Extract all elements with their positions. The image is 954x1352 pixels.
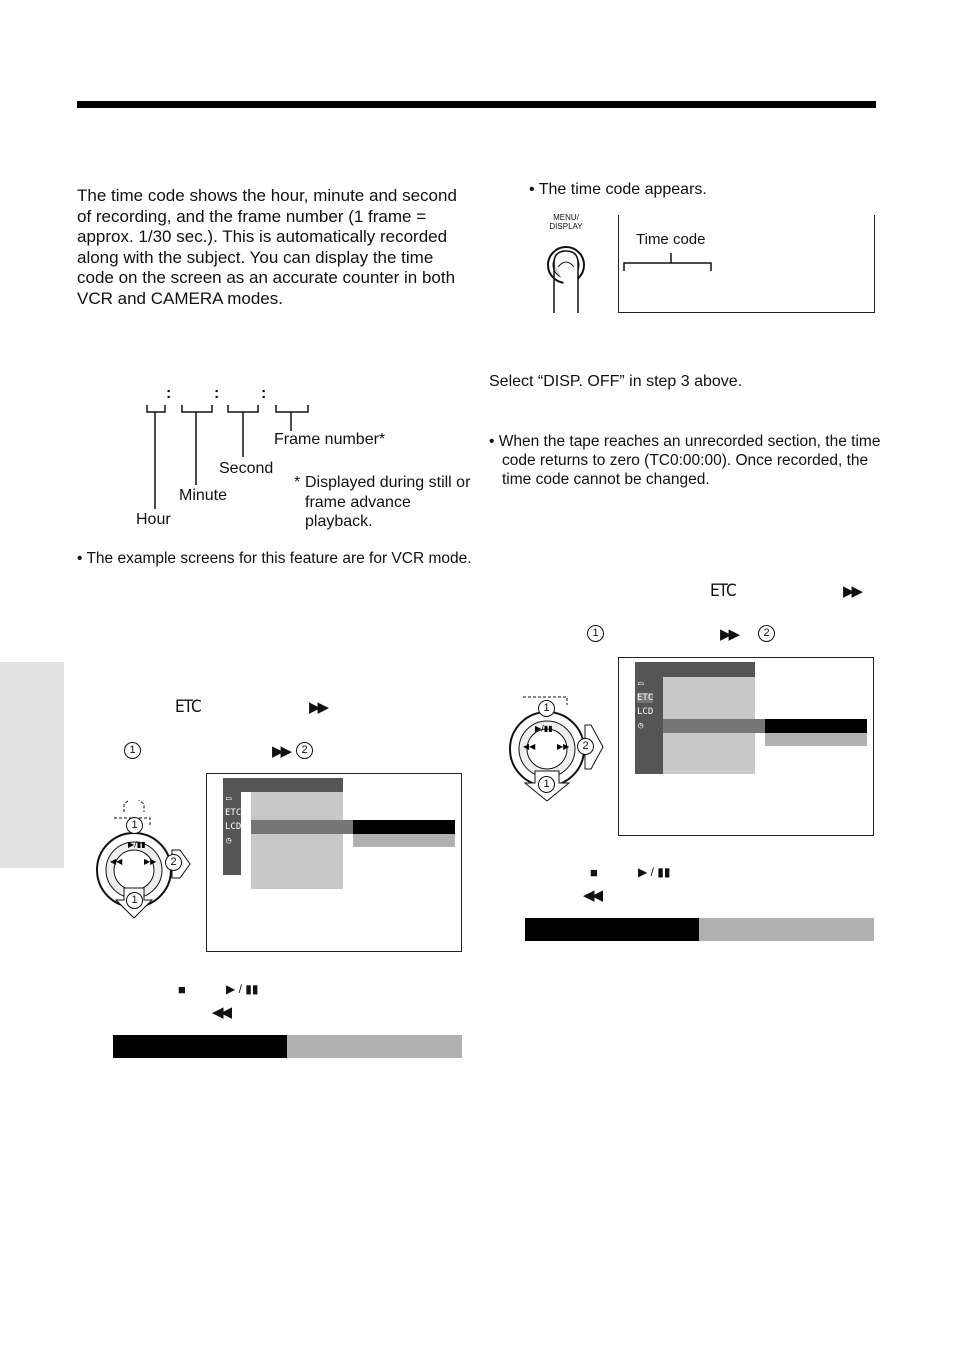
menu-lcd-icon-right: LCD: [637, 707, 654, 717]
colon-3: :: [261, 385, 267, 402]
play-pause-icon-right: ▶ / ▮▮: [638, 865, 671, 879]
rew-icon-left: ◀◀: [212, 1004, 230, 1021]
frame-number-label: Frame number*: [274, 431, 386, 448]
finger-menu-display: [540, 213, 590, 315]
intro-paragraph: The time code shows the hour, minute and second of recording, and the frame number (1 frame = approx. 1/30 sec.). This is automatically recorded along with the subject. You can display the time code on the screen as an accurate counter in both VCR and CAMERA modes.: [77, 186, 457, 308]
second-label: Second: [219, 460, 274, 477]
ff-icon-right-2: ▶▶: [720, 626, 738, 643]
dial-circle-1-bottom-right: 1: [538, 776, 555, 793]
dial-circle-1-bottom: 1: [126, 892, 143, 909]
menu-screen-left: [206, 773, 462, 952]
bar-selected-left: [113, 1035, 287, 1058]
menu-lcd-icon: LCD: [225, 822, 242, 832]
step-circle-2-right: 2: [758, 625, 775, 642]
menu-tape-icon-right: ▭: [638, 679, 644, 689]
menu-clock-icon: ◷: [226, 836, 232, 846]
ff-icon-left-2: ▶▶: [272, 743, 290, 760]
step-circle-1-right: 1: [587, 625, 604, 642]
step-circle-2-left: 2: [296, 742, 313, 759]
dial-circle-2-right: 2: [577, 738, 594, 755]
minute-label: Minute: [179, 487, 228, 504]
dial-circle-1-top: 1: [126, 817, 143, 834]
dial-circle-2: 2: [165, 854, 182, 871]
play-pause-icon-left: ▶ / ▮▮: [226, 982, 259, 996]
select-disp-off: Select “DISP. OFF” in step 3 above.: [489, 373, 743, 390]
ff-icon-left: ▶▶: [309, 699, 327, 716]
svg-text:◀◀: ◀◀: [523, 742, 536, 751]
time-code-screen: [618, 215, 875, 313]
etc-menu-label-right: ETC: [710, 581, 736, 601]
bar-selected-right: [525, 918, 699, 941]
side-tab: [0, 662, 64, 868]
svg-text:◀◀: ◀◀: [110, 857, 123, 866]
footnote-mark: *: [294, 474, 301, 491]
etc-menu-label-left: ETC: [175, 697, 201, 717]
svg-text:▶▶: ▶▶: [144, 857, 157, 866]
menu-etc-icon-right: ETC: [637, 693, 654, 703]
hour-label: Hour: [136, 511, 171, 528]
step-circle-1-left: 1: [124, 742, 141, 759]
ff-icon-right: ▶▶: [843, 583, 861, 600]
operation-dial-right: [505, 683, 615, 808]
svg-text:▶/▮▮: ▶/▮▮: [535, 724, 553, 733]
bar-unselected-right: [699, 918, 874, 941]
footnote-text: Displayed during still or frame advance playback.: [305, 474, 471, 530]
example-note: • The example screens for this feature are for VCR mode.: [77, 550, 472, 567]
operation-dial-left: [92, 800, 202, 925]
svg-text:▶/▮▮: ▶/▮▮: [128, 840, 146, 849]
tape-note: • When the tape reaches an unrecorded section, the time code returns to zero (TC0:00:00). Once recorded, the time code cannot be changed.: [489, 433, 881, 488]
menu-display-label: MENU/ DISPLAY: [549, 213, 583, 231]
menu-tape-icon: ▭: [226, 794, 232, 804]
menu-etc-icon: ETC: [225, 808, 242, 818]
menu-clock-icon-right: ◷: [638, 721, 644, 731]
time-code-label: Time code: [636, 231, 706, 248]
appears-note: • The time code appears.: [529, 181, 707, 198]
menu-screen-right: [618, 657, 874, 836]
colon-2: :: [214, 385, 220, 402]
header-rule: [77, 101, 876, 108]
colon-1: :: [166, 385, 172, 402]
rew-icon-right: ◀◀: [583, 887, 601, 904]
bar-unselected-left: [287, 1035, 462, 1058]
svg-text:▶▶: ▶▶: [557, 742, 570, 751]
dial-circle-1-top-right: 1: [538, 700, 555, 717]
stop-icon-left: ■: [178, 982, 186, 997]
stop-icon-right: ■: [590, 865, 598, 880]
